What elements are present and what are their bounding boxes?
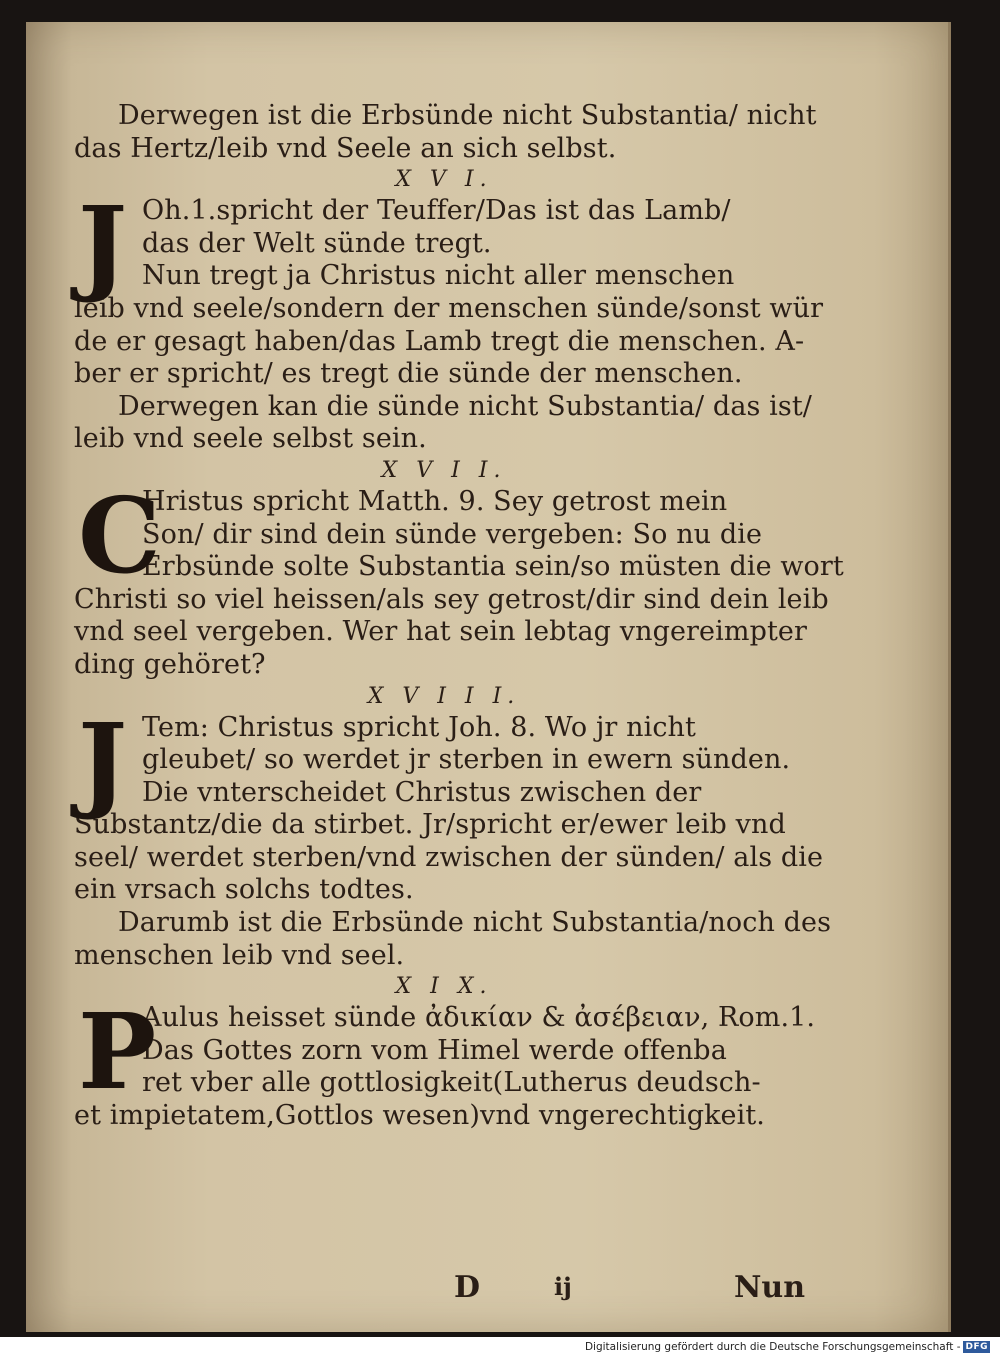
text-line: leib vnd seele selbst sein.: [74, 423, 427, 455]
decorated-initial: P: [78, 990, 157, 1114]
section-19: [74, 990, 816, 1132]
text-line: das der Welt sünde tregt.: [142, 227, 492, 259]
text-line: gleubet/ so werdet jr sterben in ewern sünden.: [142, 744, 791, 776]
text-line: Son/ dir sind dein sünde vergeben: So nu die: [142, 518, 763, 550]
text-line: Erbsünde solte Substantia sein/so müsten die wort: [142, 551, 844, 583]
credit-text: Digitalisierung gefördert durch die Deutsche Forschungsgemeinschaft -: [584, 1341, 961, 1353]
page-text-block: [74, 100, 844, 1305]
section-numeral: X V I.: [395, 167, 493, 193]
digitization-credit: [585, 1341, 990, 1353]
text-line: ding gehöret?: [74, 648, 266, 680]
text-line: Darumb ist die Erbsünde nicht Substantia/noch des: [118, 907, 832, 939]
text-line: Derwegen kan die sünde nicht Substantia/ das ist/: [118, 390, 812, 422]
text-line: et impietatem,Gottlos wesen)vnd vngerechtigkeit.: [74, 1100, 765, 1132]
decorated-initial: J: [78, 699, 128, 823]
decorated-initial: J: [78, 183, 128, 307]
section-numeral: X V I I.: [381, 457, 507, 483]
paragraph-intro: [74, 100, 817, 165]
signature-number: ij: [554, 1272, 572, 1301]
section-18: [74, 699, 832, 973]
text-line: vnd seel vergeben. Wer hat sein lebtag vngereimpter: [74, 616, 807, 648]
section-17: [74, 473, 844, 682]
section-16: [74, 183, 824, 456]
signature-mark: D: [454, 1270, 481, 1305]
section-numeral: X V I I I.: [367, 683, 521, 709]
text-line: ber er spricht/ es tregt die sünde der menschen.: [74, 358, 743, 390]
text-line: Hristus spricht Matth. 9. Sey getrost mein: [142, 485, 728, 517]
book-page: [26, 22, 951, 1332]
text-line: de er gesagt haben/das Lamb tregt die menschen. A-: [74, 325, 805, 357]
section-numeral: X I X.: [395, 974, 493, 1000]
text-line: Das Gottes zorn vom Himel werde offenba: [142, 1034, 727, 1066]
text-line: Substantz/die da stirbet. Jr/spricht er/ewer leib vnd: [74, 809, 786, 841]
text-line: Aulus heisset sünde ἀδικίαν & ἀσέβειαν, Rom.1.: [142, 1002, 816, 1034]
text-line: Derwegen ist die Erbsünde nicht Substantia/ nicht: [118, 100, 817, 131]
dfg-logo: DFG: [965, 1342, 988, 1352]
text-line: leib vnd seele/sondern der menschen sünde/sonst wür: [74, 292, 824, 324]
text-line: menschen leib vnd seel.: [74, 939, 405, 971]
text-line: seel/ werdet sterben/vnd zwischen der sünden/ als die: [74, 841, 824, 873]
text-line: das Hertz/leib vnd Seele an sich selbst.: [74, 132, 617, 164]
text-line: Tem: Christus spricht Joh. 8. Wo jr nicht: [142, 711, 697, 743]
text-line: ret vber alle gottlosigkeit(Lutherus deudsch-: [142, 1067, 761, 1099]
text-line: Oh.1.spricht der Teuffer/Das ist das Lamb/: [142, 195, 731, 227]
text-line: Christi so viel heissen/als sey getrost/dir sind dein leib: [74, 583, 829, 615]
decorated-initial: C: [78, 473, 161, 597]
text-line: ein vrsach solchs todtes.: [74, 874, 414, 906]
text-line: Die vnterscheidet Christus zwischen der: [142, 776, 702, 808]
text-line: Nun tregt ja Christus nicht aller menschen: [142, 260, 735, 292]
catchword: Nun: [734, 1270, 806, 1305]
